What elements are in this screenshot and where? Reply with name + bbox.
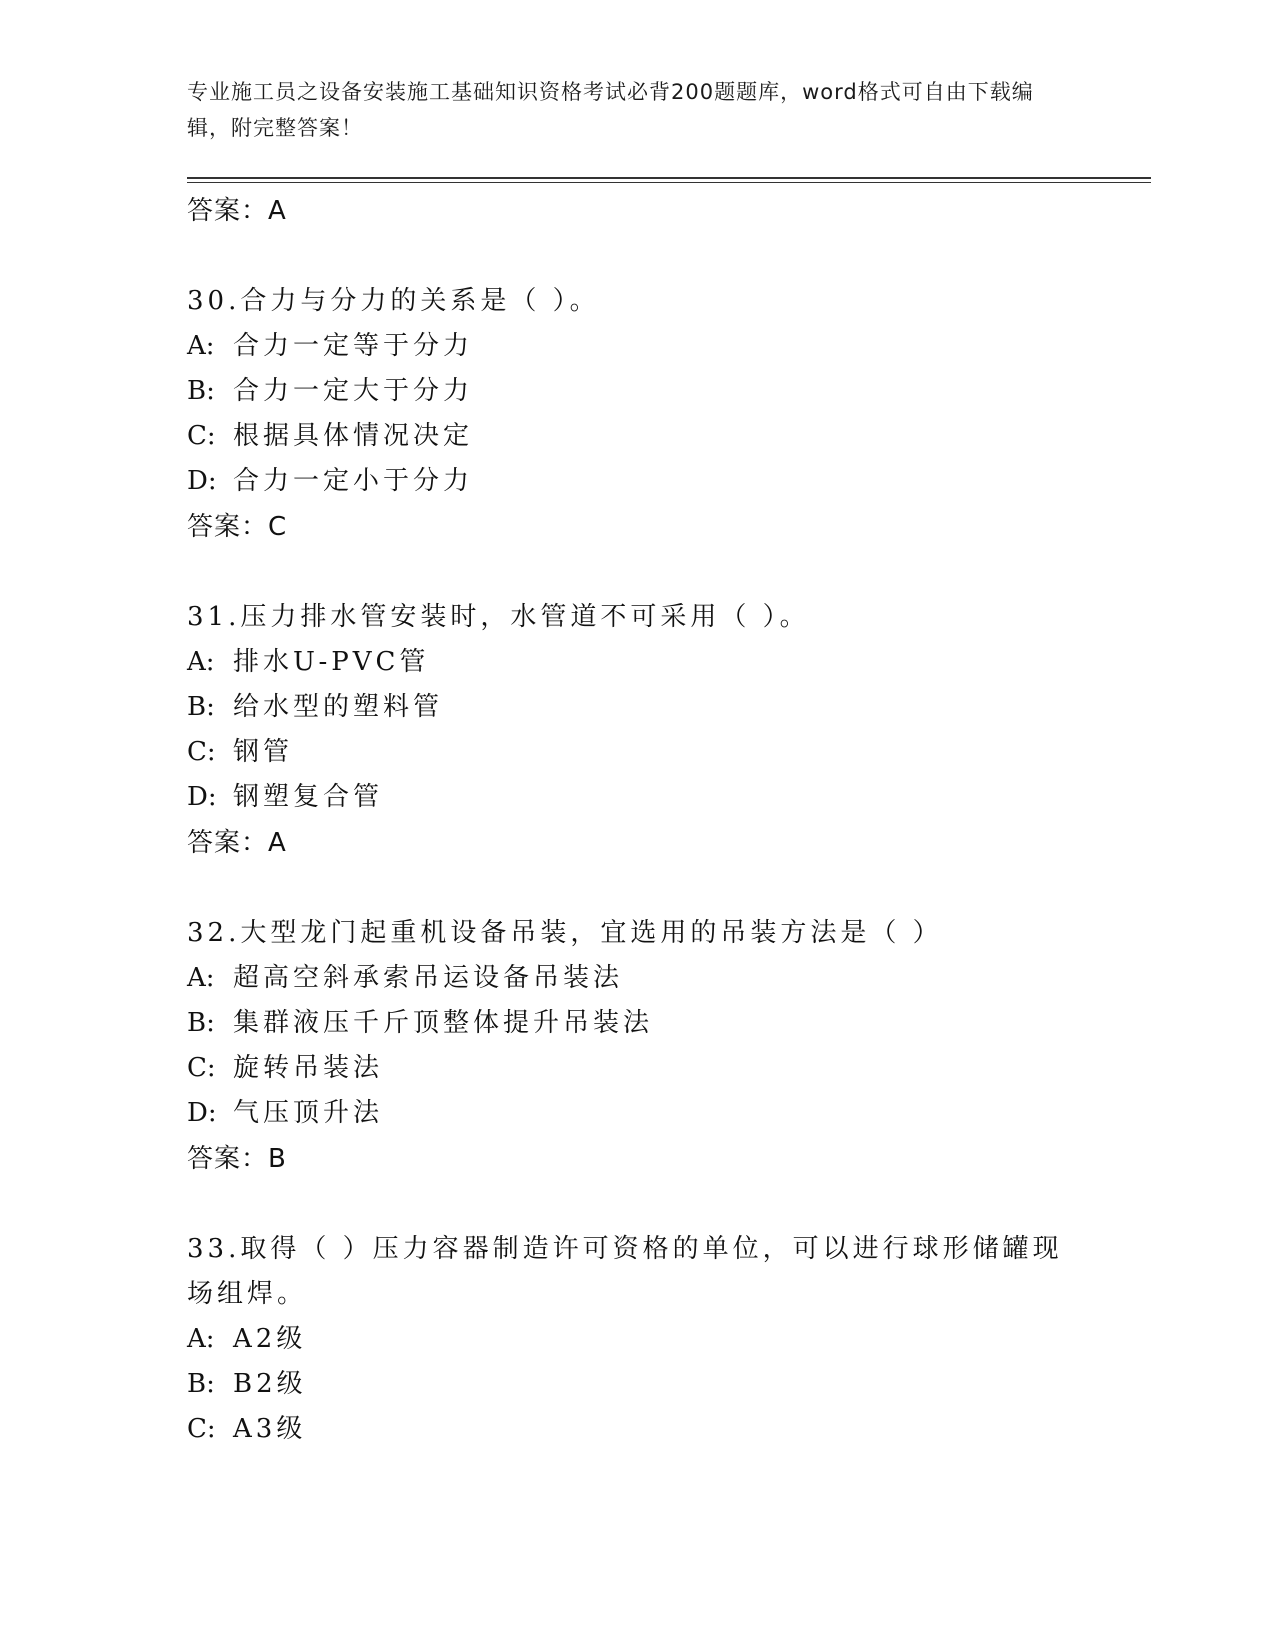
option-d [187, 459, 1087, 504]
option-a [187, 324, 1087, 369]
option-letter: D: [187, 1098, 217, 1128]
header-divider-thin [187, 182, 1151, 183]
option-text: 根据具体情况决定 [233, 421, 474, 451]
option-text: A2级 [233, 1324, 307, 1354]
question-33 [187, 1227, 1087, 1452]
option-text: A3级 [233, 1414, 307, 1444]
previous-answer: 答案：A [187, 196, 287, 226]
option-letter: B: [187, 376, 215, 406]
question-list [187, 188, 1087, 1452]
option-a [187, 956, 1087, 1001]
option-text: 超高空斜承索吊运设备吊装法 [233, 963, 624, 993]
question-31 [187, 595, 1087, 866]
option-a [187, 640, 1087, 685]
option-letter: C: [187, 421, 216, 451]
question-stem: 33.取得（ ）压力容器制造许可资格的单位，可以进行球形储罐现场组焊。 [187, 1234, 1063, 1309]
option-letter: A: [187, 1324, 215, 1354]
question-answer: 答案：A [187, 828, 287, 858]
question-32 [187, 911, 1087, 1182]
option-a [187, 1317, 1087, 1362]
option-d [187, 1091, 1087, 1136]
option-letter: D: [187, 466, 217, 496]
option-letter: B: [187, 1008, 215, 1038]
option-c [187, 414, 1087, 459]
question-30 [187, 279, 1087, 550]
option-text: B2级 [233, 1369, 307, 1399]
option-letter: C: [187, 737, 216, 767]
question-answer: 答案：C [187, 512, 288, 542]
option-letter: D: [187, 782, 217, 812]
option-b [187, 369, 1087, 414]
option-letter: A: [187, 647, 215, 677]
option-text: 集群液压千斤顶整体提升吊装法 [233, 1008, 654, 1038]
question-stem: 32.大型龙门起重机设备吊装，宜选用的吊装方法是（ ） [187, 918, 943, 948]
option-text: 旋转吊装法 [233, 1053, 384, 1083]
option-c [187, 1046, 1087, 1091]
option-b [187, 1362, 1087, 1407]
option-text: 排水U-PVC管 [233, 647, 430, 677]
header-divider-thick [187, 177, 1151, 179]
option-letter: A: [187, 963, 215, 993]
spacer [187, 1182, 1087, 1227]
option-letter: C: [187, 1053, 216, 1083]
question-answer: 答案：B [187, 1144, 287, 1174]
question-stem: 31.压力排水管安装时，水管道不可采用（ ）。 [187, 602, 810, 632]
option-b [187, 685, 1087, 730]
option-text: 气压顶升法 [233, 1098, 384, 1128]
option-text: 钢管 [233, 737, 294, 767]
option-text: 合力一定小于分力 [233, 466, 474, 496]
spacer [187, 234, 1087, 279]
option-c [187, 730, 1087, 775]
option-letter: B: [187, 1369, 215, 1399]
option-text: 给水型的塑料管 [233, 692, 444, 722]
option-letter: C: [187, 1414, 216, 1444]
spacer [187, 866, 1087, 911]
option-letter: B: [187, 692, 215, 722]
option-text: 合力一定等于分力 [233, 331, 474, 361]
option-b [187, 1001, 1087, 1046]
option-d [187, 775, 1087, 820]
question-stem: 30.合力与分力的关系是（ ）。 [187, 286, 600, 316]
page-header-title: 专业施工员之设备安装施工基础知识资格考试必背200题题库，word格式可自由下载编辑，附完整答案！ [187, 80, 1034, 140]
option-text: 钢塑复合管 [233, 782, 384, 812]
option-c [187, 1407, 1087, 1452]
spacer [187, 550, 1087, 595]
option-letter: A: [187, 331, 215, 361]
option-text: 合力一定大于分力 [233, 376, 474, 406]
